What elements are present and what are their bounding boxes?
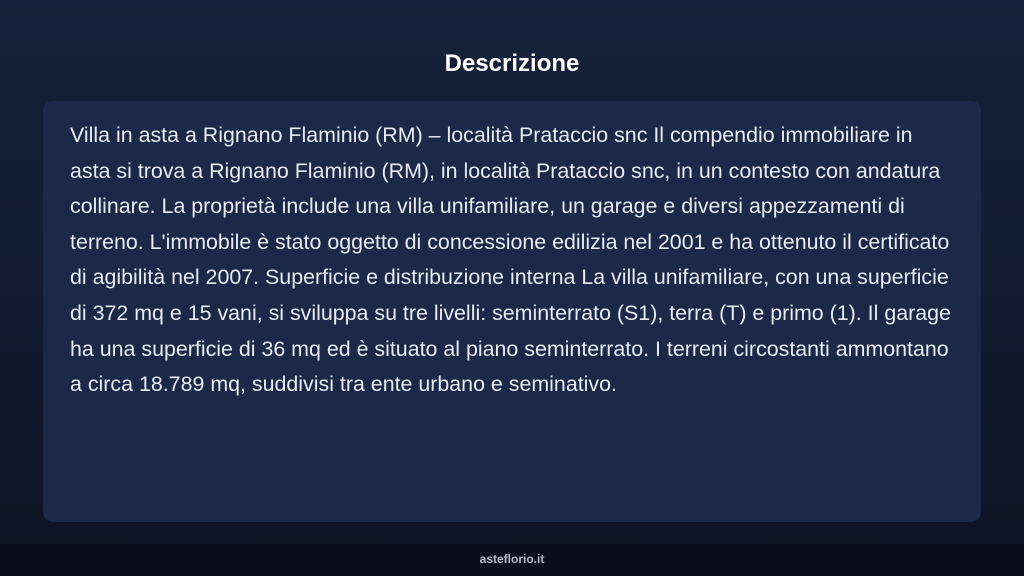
footer-bar	[0, 544, 1024, 576]
footer-brand: asteflorio.it	[479, 552, 545, 566]
description-text: Villa in asta a Rignano Flaminio (RM) – località Prataccio snc Il compendio immobiliare in asta si trova a Rignano Flaminio (RM), in località Prataccio snc, in un contesto con andatura collinare. La proprietà include una villa unifamiliare, un garage e diversi appezzamenti di terreno. L'immobile è stato oggetto di concessione edilizia nel 2001 e ha ottenuto il certificato di agibilità nel 2007. Superficie e distribuzione interna La villa unifamiliare, con una superficie di 372 mq e 15 vani, si sviluppa su tre livelli: seminterrato (S1), terra (T) e primo (1). Il garage ha una superficie di 36 mq ed è situato al piano seminterrato. I terreni circostanti ammontano a circa 18.789 mq, suddivisi tra ente urbano e seminativo.	[70, 123, 951, 397]
section-title: Descrizione	[444, 50, 580, 77]
description-card	[43, 101, 981, 522]
